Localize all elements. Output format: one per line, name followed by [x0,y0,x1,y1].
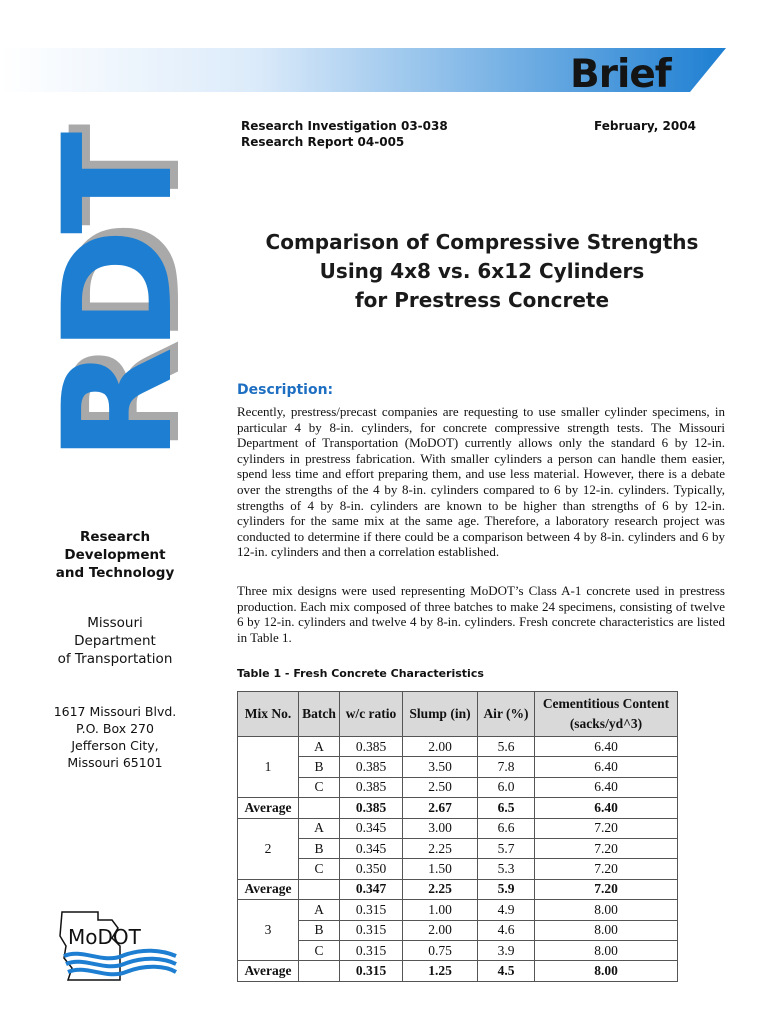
header-cementitious-unit: (sacks/yd^3) [569,716,643,731]
avg-cem: 7.20 [535,879,678,899]
address-line: 1617 Missouri Blvd. [53,704,177,719]
table-caption: Table 1 - Fresh Concrete Characteristics [237,667,484,680]
title-line: Comparison of Compressive Strengths [265,230,699,254]
cell-batch: C [299,940,340,960]
cell-wc: 0.315 [340,920,403,940]
cell-slump: 3.50 [403,757,478,777]
cell-air: 5.6 [478,737,535,757]
cell-slump: 3.00 [403,818,478,838]
document-title [230,228,734,315]
address-line: Missouri 65101 [67,755,163,770]
header-air: Air (%) [478,692,535,737]
cell-slump: 2.00 [403,920,478,940]
cell-cem: 8.00 [535,920,678,940]
mix-number: 3 [238,900,299,961]
table-row [238,838,678,858]
cell-air: 6.0 [478,777,535,797]
table-average-row [238,961,678,981]
research-investigation: Research Investigation 03-038 [241,119,448,133]
cell-batch: A [299,737,340,757]
description-paragraph-1: Recently, prestress/precast companies are requesting to use smaller cylinder specimens, in particular 4 by 8-in. cylinders, for concrete compressive strength tests. The Missouri Department of Transportation (MoDOT) currently allows only the standard 6 by 12-in. cylinders in prestress fabrication. With smaller cylinders a person can handle them easier, spend less time and effort preparing them, and use less material. However, there is a debate over the strengths of the 4 by 8-in. cylinders compared to 6 by 12-in. cylinders. Typically, strengths of 4 by 8-in. cylinders are known to be higher than strengths of 6 by 12-in. cylinders for the same mix at the same age. Therefore, a laboratory research project was conducted to determine if there could be a comparison between 4 by 8-in. cylinders and 6 by 12-in. cylinders and then a correlation established. [237,404,725,560]
report-date: February, 2004 [594,119,696,133]
cell-cem: 7.20 [535,838,678,858]
report-ids [241,118,448,150]
average-label: Average [238,961,299,981]
research-report: Research Report 04-005 [241,135,405,149]
avg-slump: 2.67 [403,798,478,818]
cell-cem: 8.00 [535,900,678,920]
cell-batch-empty [299,879,340,899]
cell-batch: A [299,900,340,920]
table-row [238,737,678,757]
table-row [238,940,678,960]
table-row [238,757,678,777]
cell-slump: 1.00 [403,900,478,920]
dept-line: Missouri [87,615,143,631]
avg-cem: 6.40 [535,798,678,818]
rdt-logo: RDT [32,137,206,462]
cell-air: 5.3 [478,859,535,879]
average-label: Average [238,879,299,899]
cell-cem: 6.40 [535,737,678,757]
cell-batch: A [299,818,340,838]
cell-air: 5.7 [478,838,535,858]
sidebar-org [40,528,190,582]
org-line: Research [79,529,151,545]
table-row [238,777,678,797]
table-average-row [238,798,678,818]
fresh-concrete-table [237,691,678,982]
title-line: for Prestress Concrete [354,288,610,312]
cell-cem: 6.40 [535,777,678,797]
cell-batch: B [299,920,340,940]
org-line: and Technology [55,565,175,581]
cell-wc: 0.315 [340,900,403,920]
cell-batch: B [299,838,340,858]
avg-cem: 8.00 [535,961,678,981]
avg-slump: 2.25 [403,879,478,899]
cell-cem: 6.40 [535,757,678,777]
cell-air: 4.9 [478,900,535,920]
avg-wc: 0.385 [340,798,403,818]
avg-air: 6.5 [478,798,535,818]
table-row [238,900,678,920]
sidebar-address [40,703,190,771]
cell-slump: 2.25 [403,838,478,858]
cell-cem: 7.20 [535,859,678,879]
avg-wc: 0.347 [340,879,403,899]
cell-wc: 0.385 [340,777,403,797]
header-cementitious [535,692,678,737]
table-row [238,920,678,940]
dept-line: of Transportation [57,651,173,667]
header-wc-ratio: w/c ratio [340,692,403,737]
avg-wc: 0.315 [340,961,403,981]
header-mix-no: Mix No. [238,692,299,737]
cell-cem: 8.00 [535,940,678,960]
address-line: Jefferson City, [71,738,159,753]
table-row [238,859,678,879]
average-label: Average [238,798,299,818]
org-line: Development [64,547,166,563]
avg-air: 5.9 [478,879,535,899]
cell-batch-empty [299,798,340,818]
cell-air: 3.9 [478,940,535,960]
cell-wc: 0.315 [340,940,403,960]
address-line: P.O. Box 270 [76,721,154,736]
cell-batch: B [299,757,340,777]
avg-air: 4.5 [478,961,535,981]
cell-air: 4.6 [478,920,535,940]
cell-batch-empty [299,961,340,981]
cell-slump: 2.50 [403,777,478,797]
description-paragraph-2: Three mix designs were used representing MoDOT’s Class A-1 concrete used in prestress production. Each mix composed of three batches to make 24 specimens, consisting of twelve 6 by 12-in. cylinders and twelve 4 by 8-in. cylinders. Fresh concrete characteristics are listed in Table 1. [237,583,725,645]
modot-logo [52,906,182,986]
description-heading: Description: [237,382,334,398]
cell-wc: 0.345 [340,818,403,838]
sidebar-department [40,614,190,668]
cell-air: 6.6 [478,818,535,838]
mix-number: 2 [238,818,299,879]
cell-slump: 0.75 [403,940,478,960]
cell-cem: 7.20 [535,818,678,838]
cell-wc: 0.345 [340,838,403,858]
cell-wc: 0.385 [340,737,403,757]
mix-number: 1 [238,737,299,798]
cell-slump: 1.50 [403,859,478,879]
title-line: Using 4x8 vs. 6x12 Cylinders [319,259,645,283]
cell-wc: 0.350 [340,859,403,879]
header-cementitious-line: Cementitious Content [542,696,670,711]
cell-batch: C [299,859,340,879]
avg-slump: 1.25 [403,961,478,981]
cell-wc: 0.385 [340,757,403,777]
dept-line: Department [74,633,156,649]
cell-batch: C [299,777,340,797]
table-row [238,818,678,838]
header-batch: Batch [299,692,340,737]
table-header-row [238,692,678,737]
table-average-row [238,879,678,899]
brief-label: Brief [570,52,671,97]
cell-air: 7.8 [478,757,535,777]
modot-logo-text: MoDOT [68,925,141,949]
header-slump: Slump (in) [403,692,478,737]
cell-slump: 2.00 [403,737,478,757]
